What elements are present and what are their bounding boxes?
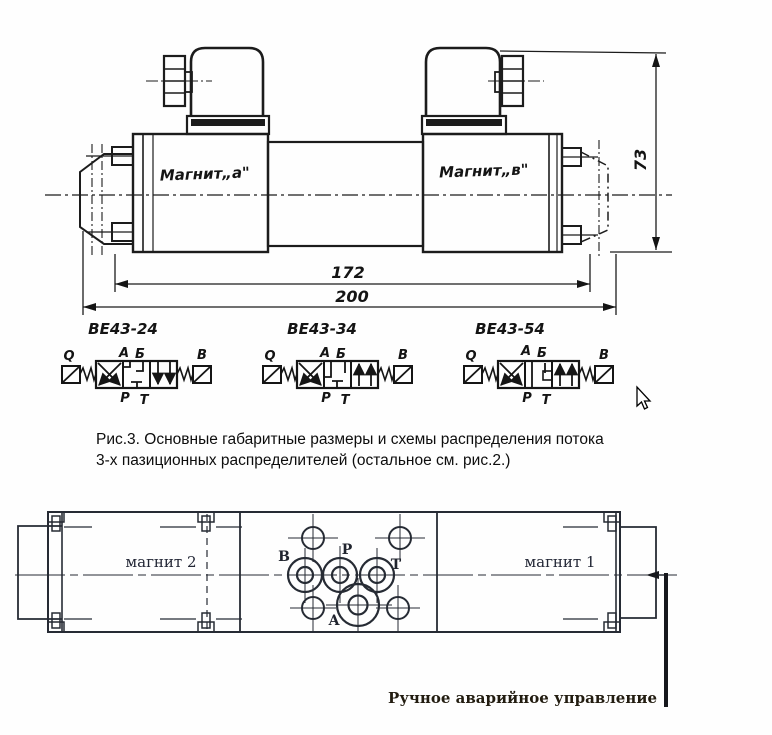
port-label-b-top: Б: [135, 347, 145, 362]
solenoid-block-a: [133, 134, 268, 252]
solenoid-symbol: [595, 366, 613, 383]
valve-schematics-row: [62, 361, 613, 388]
port-label-t: T: [340, 393, 350, 408]
schematic-ve43-24: [62, 361, 211, 388]
schematic-3-name: ВЕ43-54: [475, 320, 545, 338]
manual-override-annotation: Ручное аварийное управление: [388, 689, 657, 707]
magnet-a-label: Магнит„а": [159, 163, 251, 185]
solenoid-symbol: [62, 366, 80, 383]
connector-a: [146, 48, 269, 134]
terminal-strip: [488, 56, 544, 106]
magnet-2-label: магнит 2: [125, 553, 197, 571]
magnet-b-label: Магнит„в": [438, 160, 529, 182]
spring: [80, 368, 96, 380]
port-label-b-top: Б: [336, 347, 346, 362]
port-label-q: Q: [264, 349, 276, 364]
bottom-port-b: B: [278, 549, 290, 565]
right-end-cap: [562, 140, 608, 256]
port-label-b: B: [398, 348, 408, 363]
spring: [482, 368, 498, 380]
schematic-ve43-34: [263, 361, 412, 388]
port-label-q: Q: [63, 349, 75, 364]
solenoid-block-b: [423, 134, 562, 252]
figure-caption: [96, 431, 604, 469]
bottom-port-t: T: [390, 557, 402, 573]
schematic-1-name: ВЕ43-24: [88, 320, 158, 338]
spring: [177, 368, 193, 380]
port-label-p: P: [522, 391, 532, 406]
port-label-a: A: [520, 344, 532, 359]
left-end-cap: [80, 144, 133, 256]
left-bracket: [18, 526, 62, 619]
connector-b: [422, 48, 544, 134]
spring: [281, 368, 297, 380]
schematic-ve43-54: [464, 361, 613, 388]
valve-body: [268, 142, 423, 246]
port-label-b-top: Б: [537, 346, 547, 361]
mouse-cursor: [637, 387, 650, 409]
caption-line-1: Рис.3. Основные габаритные размеры и схемы распределения потока: [96, 431, 604, 448]
port-label-b: B: [599, 348, 609, 363]
port-label-p: P: [321, 391, 331, 406]
dim-200-value: 200: [335, 287, 369, 306]
spring: [579, 368, 595, 380]
solenoid-symbol: [464, 366, 482, 383]
dim-172-value: 172: [331, 263, 365, 282]
bottom-port-a: A: [328, 613, 340, 629]
spring: [378, 368, 394, 380]
magnet-1-label: магнит 1: [524, 553, 596, 571]
port-label-t: T: [139, 393, 149, 408]
caption-line-2: 3-х пазиционных распределителей (остальное см. рис.2.): [96, 452, 511, 469]
port-label-q: Q: [465, 349, 477, 364]
schematic-2-name: ВЕ43-34: [287, 320, 357, 338]
port-label-p: P: [120, 391, 130, 406]
port-label-t: T: [541, 393, 551, 408]
bottom-port-p: P: [341, 542, 353, 558]
solenoid-symbol: [263, 366, 281, 383]
port-label-a: A: [319, 346, 331, 361]
dim-73-value: 73: [631, 148, 650, 172]
port-label-b: B: [197, 348, 207, 363]
terminal-strip: [146, 56, 212, 106]
port-label-a: A: [118, 346, 130, 361]
solenoid-symbol: [394, 366, 412, 383]
solenoid-symbol: [193, 366, 211, 383]
right-bracket: [620, 527, 656, 618]
